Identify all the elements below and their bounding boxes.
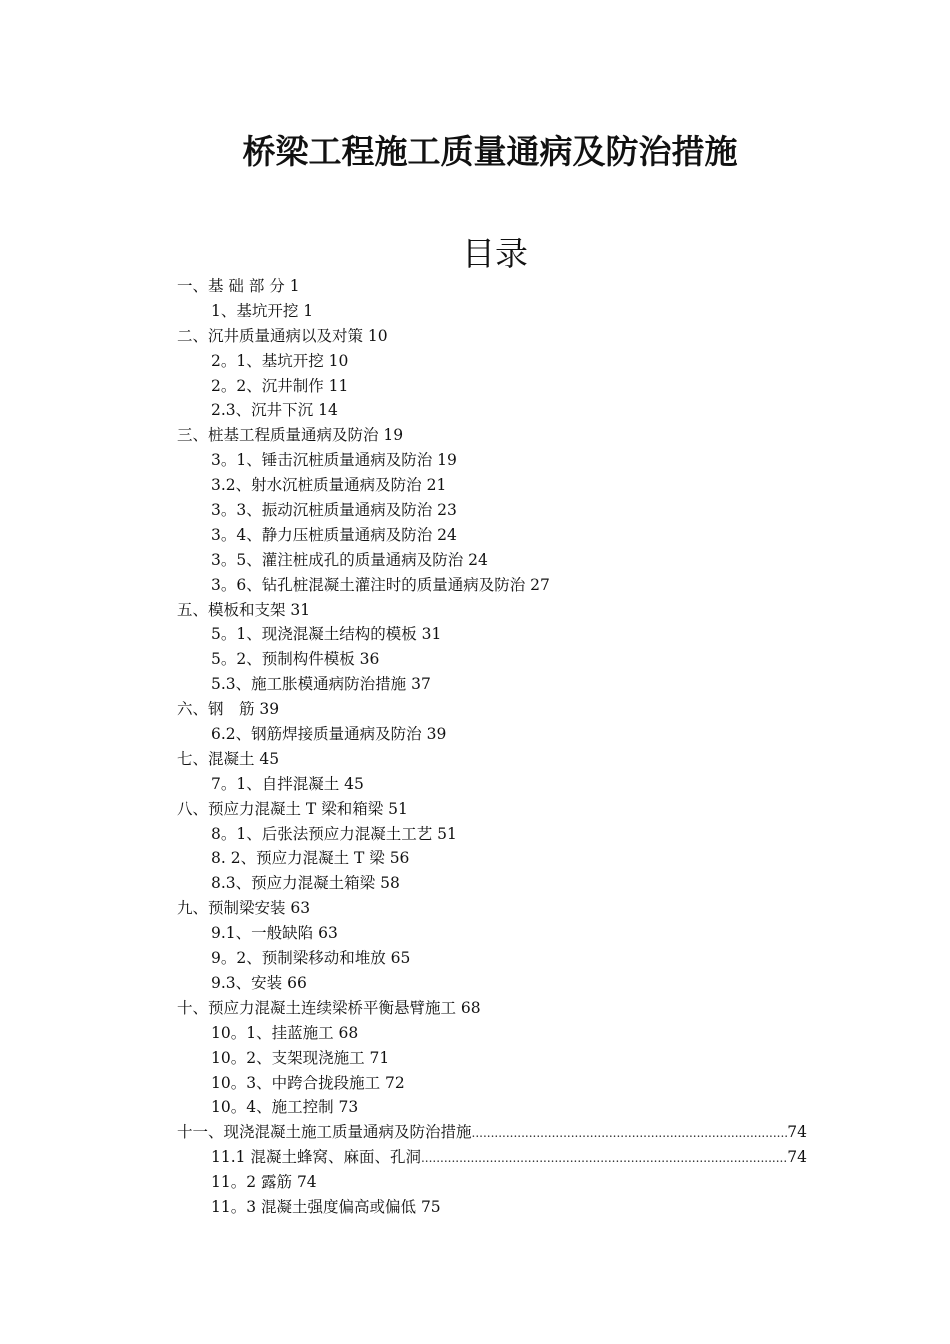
toc-entry-text: 3。6、钻孔桩混凝土灌注时的质量通病及防治 27	[211, 575, 550, 594]
toc-entry-text: 9。2、预制梁移动和堆放 65	[211, 949, 411, 968]
toc-section-entry[interactable]	[0, 1021, 950, 1046]
toc-entry-text: 二、沉井质量通病以及对策 10	[177, 326, 388, 345]
toc-section-entry[interactable]	[0, 672, 950, 697]
toc-section-entry[interactable]	[0, 921, 950, 946]
toc-section-entry[interactable]	[0, 722, 950, 747]
toc-section-entry[interactable]	[0, 971, 950, 996]
toc-entry-text: 3。5、灌注桩成孔的质量通病及防治 24	[211, 550, 488, 569]
toc-entry-text: 10。4、施工控制 73	[211, 1098, 359, 1117]
toc-section-entry[interactable]	[0, 349, 950, 374]
toc-entry-text: 3。3、振动沉桩质量通病及防治 23	[211, 501, 457, 520]
toc-chapter-entry[interactable]	[0, 747, 950, 772]
toc-chapter-entry[interactable]	[0, 598, 950, 623]
toc-entry-text: 8。1、后张法预应力混凝土工艺 51	[211, 824, 457, 843]
toc-entry-text: 七、混凝土 45	[177, 749, 280, 768]
toc-entry-text: 3。1、锤击沉桩质量通病及防治 19	[211, 451, 457, 470]
toc-entry-text: 9.3、安装 66	[211, 973, 307, 992]
toc-entry-text: 10。3、中跨合拢段施工 72	[211, 1073, 405, 1092]
toc-entry-text: 11.1 混凝土蜂窝、麻面、孔洞	[211, 1148, 421, 1167]
toc-section-entry[interactable]	[0, 1046, 950, 1071]
toc-entry-text: 2.3、沉井下沉 14	[211, 401, 338, 420]
toc-entry-text: 2。2、沉井制作 11	[211, 376, 349, 395]
toc-section-entry[interactable]	[0, 871, 950, 896]
toc-section-entry[interactable]	[0, 1195, 950, 1220]
toc-section-entry[interactable]	[0, 523, 950, 548]
toc-section-entry[interactable]	[0, 1170, 950, 1195]
toc-entry-text: 3.2、射水沉桩质量通病及防治 21	[211, 476, 447, 495]
toc-entry-text: 7。1、自拌混凝土 45	[211, 774, 364, 793]
toc-dot-leader	[472, 1120, 788, 1145]
toc-entry-text: 六、钢 筋 39	[177, 700, 280, 719]
toc-section-entry[interactable]	[0, 946, 950, 971]
toc-entry-text: 11。2 露筋 74	[211, 1173, 317, 1192]
table-of-contents	[0, 274, 950, 1220]
toc-entry-text: 3。4、静力压桩质量通病及防治 24	[211, 525, 457, 544]
toc-entry-text: 一、基 础 部 分 1	[177, 277, 300, 295]
toc-entry-text: 10。1、挂蓝施工 68	[211, 1023, 359, 1042]
toc-entry-text: 8.3、预应力混凝土箱梁 58	[211, 874, 400, 893]
toc-entry-text: 10。2、支架现浇施工 71	[211, 1048, 390, 1067]
toc-entry-text: 八、预应力混凝土 T 梁和箱梁 51	[177, 799, 408, 818]
toc-entry-text: 9.1、一般缺陷 63	[211, 924, 338, 943]
toc-section-entry[interactable]	[0, 498, 950, 523]
toc-dot-leader	[421, 1145, 787, 1170]
toc-section-entry[interactable]	[0, 473, 950, 498]
toc-section-entry[interactable]	[0, 573, 950, 598]
toc-chapter-entry[interactable]	[0, 1120, 950, 1145]
toc-section-entry[interactable]	[0, 548, 950, 573]
toc-entry-text: 五、模板和支架 31	[177, 600, 311, 619]
toc-entry-text: 1、基坑开挖 1	[211, 301, 314, 320]
toc-section-entry[interactable]	[0, 374, 950, 399]
toc-entry-text: 三、桩基工程质量通病及防治 19	[177, 426, 404, 445]
toc-entry-text: 8. 2、预应力混凝土 T 梁 56	[211, 849, 410, 868]
toc-chapter-entry[interactable]	[0, 274, 950, 299]
toc-entry-text: 十一、现浇混凝土施工质量通病及防治措施	[177, 1123, 472, 1142]
toc-chapter-entry[interactable]	[0, 423, 950, 448]
toc-entry-text: 5。2、预制构件模板 36	[211, 650, 380, 669]
toc-chapter-entry[interactable]	[0, 896, 950, 921]
toc-entry-text: 2。1、基坑开挖 10	[211, 351, 349, 370]
toc-section-entry[interactable]	[0, 772, 950, 797]
toc-chapter-entry[interactable]	[0, 697, 950, 722]
toc-entry-text: 5.3、施工胀模通病防治措施 37	[211, 675, 431, 694]
toc-entry-text: 11。3 混凝土强度偏高或偏低 75	[211, 1197, 441, 1216]
toc-entry-text: 6.2、钢筋焊接质量通病及防治 39	[211, 725, 447, 744]
toc-section-entry[interactable]	[0, 1095, 950, 1120]
toc-entry-text: 5。1、现浇混凝土结构的模板 31	[211, 625, 442, 644]
toc-page-number: 74	[787, 1148, 807, 1167]
toc-section-entry[interactable]	[0, 846, 950, 871]
toc-page-number: 74	[787, 1123, 807, 1142]
toc-section-entry[interactable]	[0, 1145, 950, 1170]
toc-section-entry[interactable]	[0, 1071, 950, 1096]
toc-entry-text: 九、预制梁安装 63	[177, 899, 311, 918]
document-title: 桥梁工程施工质量通病及防治措施	[242, 132, 738, 171]
toc-section-entry[interactable]	[0, 448, 950, 473]
toc-entry-text: 十、预应力混凝土连续梁桥平衡悬臂施工 68	[177, 998, 481, 1017]
toc-section-entry[interactable]	[0, 622, 950, 647]
toc-section-entry[interactable]	[0, 822, 950, 847]
toc-chapter-entry[interactable]	[0, 324, 950, 349]
toc-chapter-entry[interactable]	[0, 797, 950, 822]
toc-chapter-entry[interactable]	[0, 996, 950, 1021]
toc-section-entry[interactable]	[0, 647, 950, 672]
toc-section-entry[interactable]	[0, 398, 950, 423]
toc-section-entry[interactable]	[0, 299, 950, 324]
toc-heading: 目录	[462, 234, 528, 273]
